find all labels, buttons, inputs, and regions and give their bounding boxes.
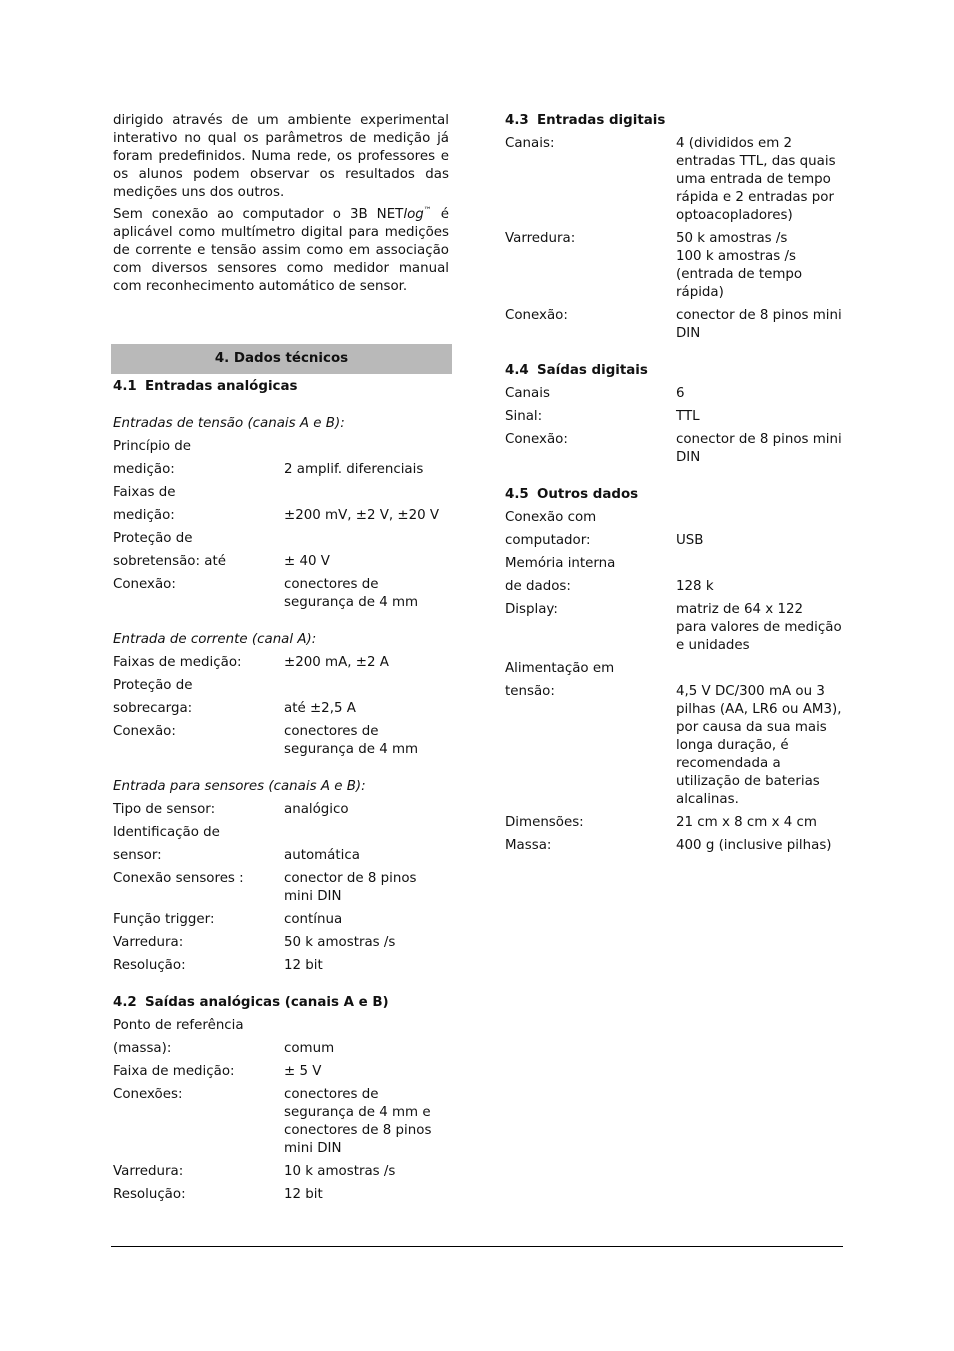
spec-row: Massa: 400 g (inclusive pilhas) [505, 838, 832, 853]
heading-4-3: 4.3 Entradas digitais [505, 113, 666, 128]
spec-row: Conexão: conector de 8 pinos mini DIN [505, 432, 842, 465]
spec-row: medição: ±200 mV, ±2 V, ±20 V [113, 508, 440, 523]
subheading-corrente: Entrada de corrente (canal A): [113, 632, 317, 647]
subheading-sensores: Entrada para sensores (canais A e B): [113, 779, 366, 794]
spec-row: Conexão: conectores de segurança de 4 mm [113, 724, 419, 757]
spec-row: Sinal: TTL [505, 409, 700, 424]
spec-row: Canais 6 [505, 386, 685, 401]
spec-row: Varredura: 50 k amostras /s 100 k amostras /s (entrada de tempo rápida) [505, 231, 803, 300]
right-column [505, 112, 845, 860]
spec-label: Proteção de [113, 531, 193, 546]
product-name-italic: log [403, 207, 424, 222]
spec-row: sobrecarga: até ±2,5 A [113, 701, 356, 716]
spec-label: Memória interna [505, 556, 616, 571]
spec-row: Conexão: conectores de segurança de 4 mm [113, 577, 419, 610]
spec-label: Conexão com [505, 510, 597, 525]
spec-label: Faixas de [113, 485, 176, 500]
spec-label: Princípio de [113, 439, 192, 454]
section-title-band: 4. Dados técnicos [111, 344, 452, 374]
intro-paragraph-1: dirigido através de um ambiente experimental interativo no qual os parâmetros de medição já foram predefinidos. Numa rede, os professores e os alunos podem observar os resultados das medições uns dos outros. [113, 113, 449, 200]
heading-4-4: 4.4 Saídas digitais [505, 363, 648, 378]
spec-row: de dados: 128 k [505, 579, 714, 594]
spec-row: computador: USB [505, 533, 704, 548]
spec-row: sensor: automática [113, 848, 360, 863]
spec-row: Dimensões: 21 cm x 8 cm x 4 cm [505, 815, 817, 830]
heading-4-2: 4.2 Saídas analógicas (canais A e B) [113, 995, 389, 1010]
spec-row: medição: 2 amplif. diferenciais [113, 462, 424, 477]
spec-row: Resolução: 12 bit [113, 1187, 323, 1202]
spec-label: Alimentação em [505, 661, 615, 676]
trademark-symbol: ™ [423, 205, 432, 215]
spec-row: sobretensão: até ± 40 V [113, 554, 330, 569]
spec-row: tensão: 4,5 V DC/300 mA ou 3 pilhas (AA, LR6 ou AM3), por causa da sua mais longa duração, é recomendada a utilização de baterias alcalinas. [505, 684, 842, 807]
heading-4-1: 4.1 Entradas analógicas [113, 379, 298, 394]
subheading-tensao: Entradas de tensão (canais A e B): [113, 416, 345, 431]
left-column [113, 112, 449, 300]
spec-row: Conexões: conectores de segurança de 4 mm e conectores de 8 pinos mini DIN [113, 1087, 432, 1156]
spec-row: Tipo de sensor: analógico [113, 802, 349, 817]
spec-label: Identificação de [113, 825, 220, 840]
spec-row: Faixa de medição: ± 5 V [113, 1064, 322, 1079]
spec-row: Faixas de medição: ±200 mA, ±2 A [113, 655, 389, 670]
spec-row: Varredura: 10 k amostras /s [113, 1164, 396, 1179]
spec-label: Proteção de [113, 678, 193, 693]
intro-p2-text-rest: é aplicável como multímetro digital para medições de corrente e tensão assim como em associação com diversos sensores como medidor manual com reconhecimento automático de sensor. [113, 207, 450, 294]
spec-row: Display: matriz de 64 x 122 para valores de medição e unidades [505, 602, 842, 653]
intro-paragraph-2 [113, 206, 449, 296]
footer-divider [111, 1246, 843, 1247]
spec-row: Conexão: conector de 8 pinos mini DIN [505, 308, 842, 341]
spec-row: (massa): comum [113, 1041, 335, 1056]
spec-label: Ponto de referência [113, 1018, 244, 1033]
spec-row: Canais: 4 (divididos em 2 entradas TTL, das quais uma entrada de tempo rápida e 2 entradas por optoacopladores) [505, 136, 836, 223]
intro-p2-text: Sem conexão ao computador o 3B NET [113, 207, 404, 222]
spec-row: Conexão sensores : conector de 8 pinos mini DIN [113, 871, 417, 904]
spec-row: Varredura: 50 k amostras /s [113, 935, 396, 950]
left-specs [113, 378, 449, 1209]
spec-row: Resolução: 12 bit [113, 958, 323, 973]
heading-4-5: 4.5 Outros dados [505, 487, 639, 502]
spec-row: Função trigger: contínua [113, 912, 343, 927]
